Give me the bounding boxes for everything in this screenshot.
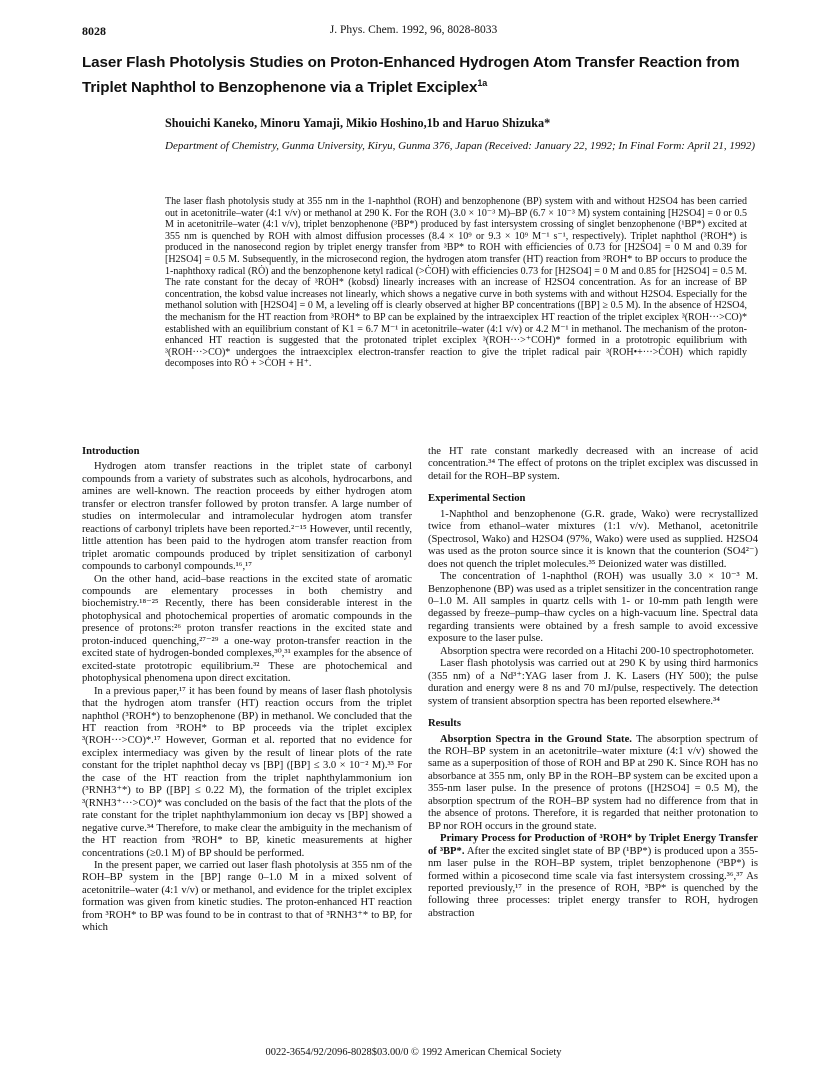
intro-paragraph-2: On the other hand, acid–base reactions in the excited state of aromatic compounds are elementary processes in both chemistry and biochemistry.¹⁸⁻²⁵ Recently, there has been considerable interest in the photophysical and photochemical properties of aromatic compounds in the presence of protons:²⁶ proton transfer reactions in the excited state and proton-induced quenching,²⁷⁻²⁹ a one-way proton-transfer reaction in the excited state of hydrogen-bonded complexes,³⁰,³¹ examples for the absence of excited-state prototropic equilibrium.³² These are photochemical and photophysical phenomena upon direct excitation.: [82, 573, 412, 685]
intro-paragraph-1: Hydrogen atom transfer reactions in the triplet state of carbonyl compounds from a variety of substrates such as alcohols, hydrocarbons, and amines are well-known. The reaction proceeds by either hydrogen atom transfer or electron transfer followed by proton transfer. A large number of studies on intermolecular and intramolecular hydrogen atom transfer reactions of carbonyl triplets have been reported.²⁻¹⁵ However, until recently, little attention has been paid to the hydrogen atom transfer reaction from triplet aromatic compounds produced by triplet sensitization of carbonyl compounds to carbonyl compounds.¹⁶,¹⁷: [82, 461, 412, 573]
author-list: Shouichi Kaneko, Minoru Yamaji, Mikio Hoshino,1b and Haruo Shizuka*: [165, 116, 551, 130]
experimental-paragraph-1: 1-Naphthol and benzophenone (G.R. grade, Wako) were recrystallized twice from ethanol–water mixtures (1:1 v/v). Methanol, acetonitrile (Spectrosol, Wako) and H2SO4 (97%, Wako) were used as supplied. H2SO4 was used as the proton source since it is known that the counterion (SO4²⁻) does not quench the triplet molecules.³⁵ Deionized water was distilled.: [428, 508, 758, 570]
affiliation: Department of Chemistry, Gunma University, Kiryu, Gunma 376, Japan (Received: January 22, 1992; In Final Form: April 21, 1992): [165, 140, 756, 152]
right-column: [428, 446, 758, 920]
results-heading: Results: [428, 718, 461, 730]
title-footnote: 1a: [477, 78, 488, 88]
abstract: The laser flash photolysis study at 355 nm in the 1-naphthol (ROH) and benzophenone (BP) system with and without H2SO4 has been carried out in acetonitrile–water (4:1 v/v) or methanol at 290 K. For the ROH (3.0 × 10⁻³ M)–BP (6.7 × 10⁻³ M) system containing [H2SO4] = 0 or 0.5 M in acetonitrile–water (4:1 v/v), triplet benzophenone (³BP*) produced by fast intersystem crossing of singlet benzophenone (¹BP*) excited at 355 nm is quenched by ROH with almost diffusion processes (8.4 × 10⁹ or 9.3 × 10⁹ M⁻¹ s⁻¹, respectively). Triplet naphthol (³ROH*) is produced in the nanosecond region by triplet energy transfer from ³BP* to ROH with efficiencies of 0.73 for [H2SO4] = 0 M and 0.39 for [H2SO4] = 0.5 M. Subsequently, in the microsecond region, the hydrogen atom transfer (HT) reaction from ³ROH* to BP occurs to produce the 1-naphthoxy radical (RȮ) and the benzophenone ketyl radical (>ĊOH) with efficiencies 0.73 for [H2SO4] = 0 M and 0.85 for [H2SO4] = 0.5 M. The rate constant for the decay of ³ROH* (kobsd) linearly increases with an increase of H2SO4 concentration. As for an increase of BP concentration, the kobsd value increases not linearly, which shows a negative curve in both systems with and without H2SO4. Especially for the methanol solution with [H2SO4] = 0 M, a leveling off is clearly observed at higher BP concentrations ([BP] ≥ 0.5 M). In the absence of H2SO4, the mechanism for the HT reaction from ³ROH* to BP can be explained by the intraexciplex HT reaction of the triplet exciplex ³(ROH···>CO)* established with an equilibrium constant of K1 = 6.7 M⁻¹ in acetonitrile–water (4:1 v/v) or 4.2 M⁻¹ in methanol. The mechanism of the proton-enhanced HT reaction is suggested that the protonated triplet exciplex ³(ROH···>⁺COH)* formed in a prototropic equilibrium with ³(ROH···>CO)* undergoes the intraexciplex electron-transfer reaction to give the triplet radical pair ³(ROH•+···>ĊOH) which rapidly decomposes into RȮ + >ĊOH + H⁺.: [165, 196, 747, 370]
experimental-paragraph-4: Laser flash photolysis was carried out at 290 K by using third harmonics (355 nm) of a Nd³⁺:YAG laser from J. K. Lasers (HY 500); the pulse duration and energy were 8 ns and 70 mJ/pulse, respectively. The detection system of transient absorption spectra has been reported elsewhere.³⁴: [428, 658, 758, 707]
article-title: [82, 52, 762, 98]
results-paragraph-1: [428, 734, 758, 834]
experimental-paragraph-3: Absorption spectra were recorded on a Hitachi 200-10 spectrophotometer.: [440, 645, 754, 657]
introduction-heading: Introduction: [82, 446, 140, 457]
intro-paragraph-4: In the present paper, we carried out laser flash photolysis at 355 nm of the ROH–BP system in the [BP] range 0–1.0 M in a mixed solvent of acetonitrile–water (4:1 v/v) or methanol, and evidence for the triplet exciplex formation was given from kinetic studies. The proton-enhanced HT reaction from ³ROH* to BP was found to be in contrast to that of ³RNH3⁺* to BP, for which: [82, 859, 412, 934]
article-title-text: Laser Flash Photolysis Studies on Proton-Enhanced Hydrogen Atom Transfer Reaction from Triplet Naphthol to Benzophenone via a Triplet Exciplex: [82, 54, 740, 97]
copyright-footer: 0022-3654/92/2096-8028$03.00/0 © 1992 American Chemical Society: [265, 1047, 562, 1058]
results-paragraph-2: [428, 833, 758, 920]
results-subheading-2: Primary Process for Production of ³ROH* by Triplet Energy Transfer of ³BP*.: [428, 833, 758, 857]
journal-citation: J. Phys. Chem. 1992, 96, 8028-8033: [329, 24, 498, 36]
intro-continuation: the HT rate constant markedly decreased with an increase of acid concentration.³⁴ The effect of protons on the triplet exciplex was discussed in detail for the ROH–BP system.: [428, 446, 758, 482]
left-column: [82, 446, 412, 935]
intro-paragraph-3: In a previous paper,¹⁷ it has been found by means of laser flash photolysis that the hydrogen atom transfer (HT) reaction occurs from the triplet naphthol (³ROH*) to benzophenone (BP) in methanol. We concluded that the HT reaction from ³ROH* to BP proceeds via the triplet exciplex ³(ROH···>CO)*.¹⁷ However, Gorman et al. reported that no evidence for exciplex intermediacy was given by the result of linear plots of the rate constant for the triplet naphthol decay vs [BP] ([BP] ≤ 3.0 × 10⁻² M).³³ For the case of the HT reaction from the triplet naphthylammonium ion (³RNH3⁺*) to BP ([BP] ≤ 0.22 M), the formation of the triplet exciplex ³(RNH3⁺···>CO)* was concluded on the basis of the fact that the plots of the rate constant for the triplet naphthylammonium ion decay vs [BP] showed a negative curve.³⁴ Therefore, to make clear the ambiguity in the mechanism of the HT reaction from ³ROH* to BP, kinetic measurements at higher concentrations (≥0.1 M) of BP should be performed.: [82, 685, 412, 859]
experimental-heading: Experimental Section: [428, 493, 526, 505]
experimental-paragraph-2: The concentration of 1-naphthol (ROH) was usually 3.0 × 10⁻³ M. Benzophenone (BP) was used as a triplet sensitizer in the concentration range 0–1.0 M. All samples in quartz cells with 1- or 10-mm path length were degassed by freeze–pump–thaw cycles on a high-vacuum line. Spectral data regarding transients were obtained by a fresh sample to avoid excessive exposure to the laser pulse.: [428, 571, 758, 645]
results-text-2: After the excited singlet state of BP (¹BP*) is produced upon a 355-nm laser pulse in the ROH–BP system, triplet benzophenone (³BP*) is formed within a picosecond time scale via fast intersystem crossing.³⁶,³⁷ As reported previously,¹⁷ in the presence of ROH, ³BP* is quenched by the following three processes: triplet energy transfer to ROH, hydrogen abstraction: [428, 845, 758, 919]
page-number: 8028: [82, 24, 106, 38]
results-subheading-1: Absorption Spectra in the Ground State.: [440, 733, 632, 745]
results-text-1: The absorption spectrum of the ROH–BP system in an acetonitrile–water mixture (4:1 v/v) showed the same as a superposition of those of ROH and BP at 290 K. Since ROH has no absorbance at 355 nm, only BP in the ROH–BP system can be excited upon a 355-nm laser pulse. In the presence of protons ([H2SO4] = 0.5 M), the absorption spectrum of the ROH–BP system had no difference from that in the absence of protons. Therefore, it is regarded that neither protonation to BP nor ROH occurs in the ground state.: [428, 733, 758, 832]
